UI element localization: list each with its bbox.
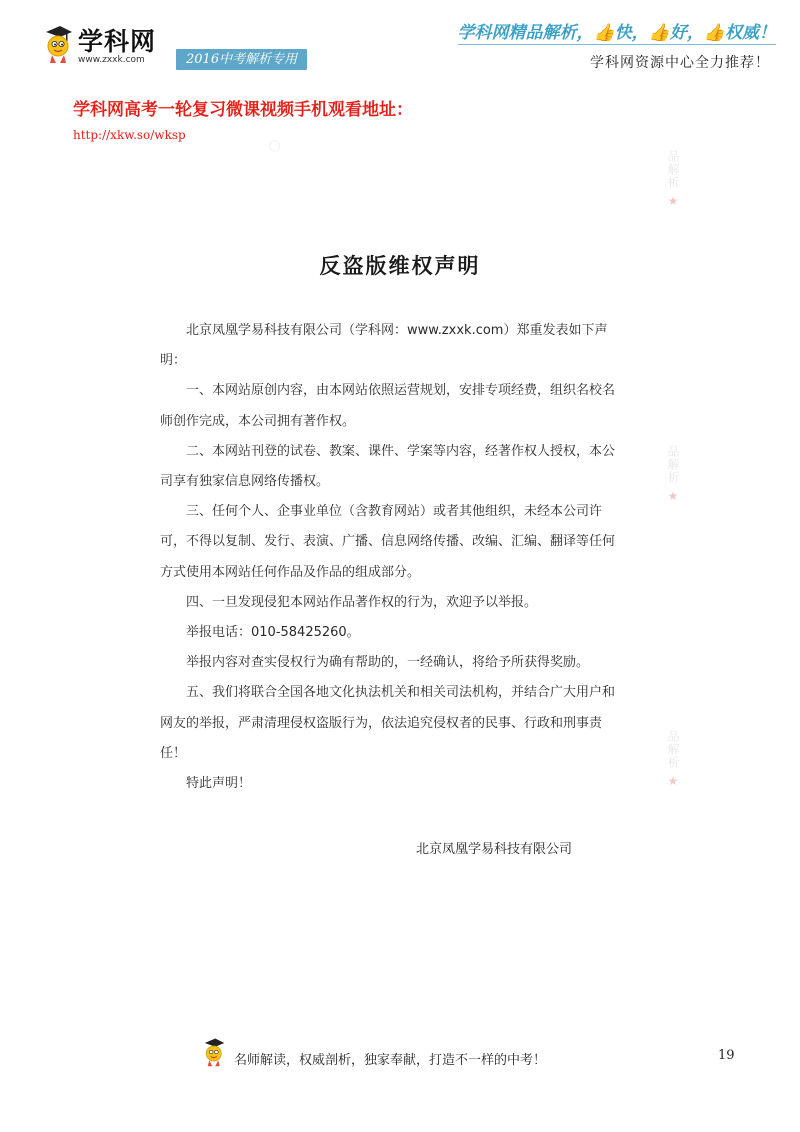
- paragraph: 特此声明！: [186, 776, 252, 792]
- header-recommend: 学科网资源中心全力推荐！: [590, 55, 770, 71]
- edition-badge: 2016中考解析专用: [176, 49, 307, 70]
- header-divider: [458, 44, 776, 45]
- watermark: 品解析 ★: [666, 445, 680, 504]
- declaration-title: 反盗版维权声明: [319, 254, 481, 278]
- brand-name: 学科网: [78, 27, 157, 56]
- paragraph: 北京凤凰学易科技有限公司（学科网：www.zxxk.com）郑重发表如下声明：: [160, 323, 608, 369]
- brand-url: www.zxxk.com: [78, 55, 145, 65]
- watermark: 品解析 ★: [666, 730, 680, 789]
- paragraph: 五、我们将联合全国各地文化执法机关和相关司法机构，并结合广大用户和网友的举报，严肃清理侵权盗版行为，依法追究侵权者的民事、行政和刑事责任！: [160, 685, 616, 761]
- video-notice-title: 学科网高考一轮复习微课视频手机观看地址：: [73, 100, 413, 120]
- mascot-icon: [200, 1037, 226, 1067]
- watermark: 〇: [267, 140, 281, 153]
- mascot-icon: [40, 24, 74, 64]
- declaration-body: [160, 316, 618, 799]
- paragraph: 一、本网站原创内容，由本网站依照运营规划，安排专项经费，组织名校名师创作完成，本公司拥有著作权。: [160, 383, 616, 429]
- paragraph: 三、任何个人、企事业单位（含教育网站）或者其他组织，未经本公司许可，不得以复制、发行、表演、广播、信息网络传播、改编、汇编、翻译等任何方式使用本网站任何作品及作品的组成部分。: [160, 504, 616, 580]
- footer-motto: 名师解读，权威剖析，独家奉献，打造不一样的中考！: [234, 1053, 547, 1068]
- paragraph: 举报电话：010-58425260。: [186, 625, 360, 641]
- paragraph: 举报内容对查实侵权行为确有帮助的，一经确认，将给予所获得奖励。: [186, 655, 590, 671]
- watermark: 品解析 ★: [666, 150, 680, 209]
- video-link[interactable]: http://xkw.so/wksp: [73, 128, 186, 142]
- company-signature: 北京凤凰学易科技有限公司: [416, 842, 573, 857]
- paragraph: 二、本网站刊登的试卷、教案、课件、学案等内容，经著作权人授权，本公司享有独家信息网络传播权。: [160, 443, 616, 490]
- header-slogan: 学科网精品解析，👍快，👍好，👍权威！: [457, 23, 776, 43]
- page-number: 19: [718, 1048, 735, 1063]
- site-logo[interactable]: [40, 22, 330, 74]
- paragraph: 四、一旦发现侵犯本网站作品著作权的行为，欢迎予以举报。: [186, 594, 538, 610]
